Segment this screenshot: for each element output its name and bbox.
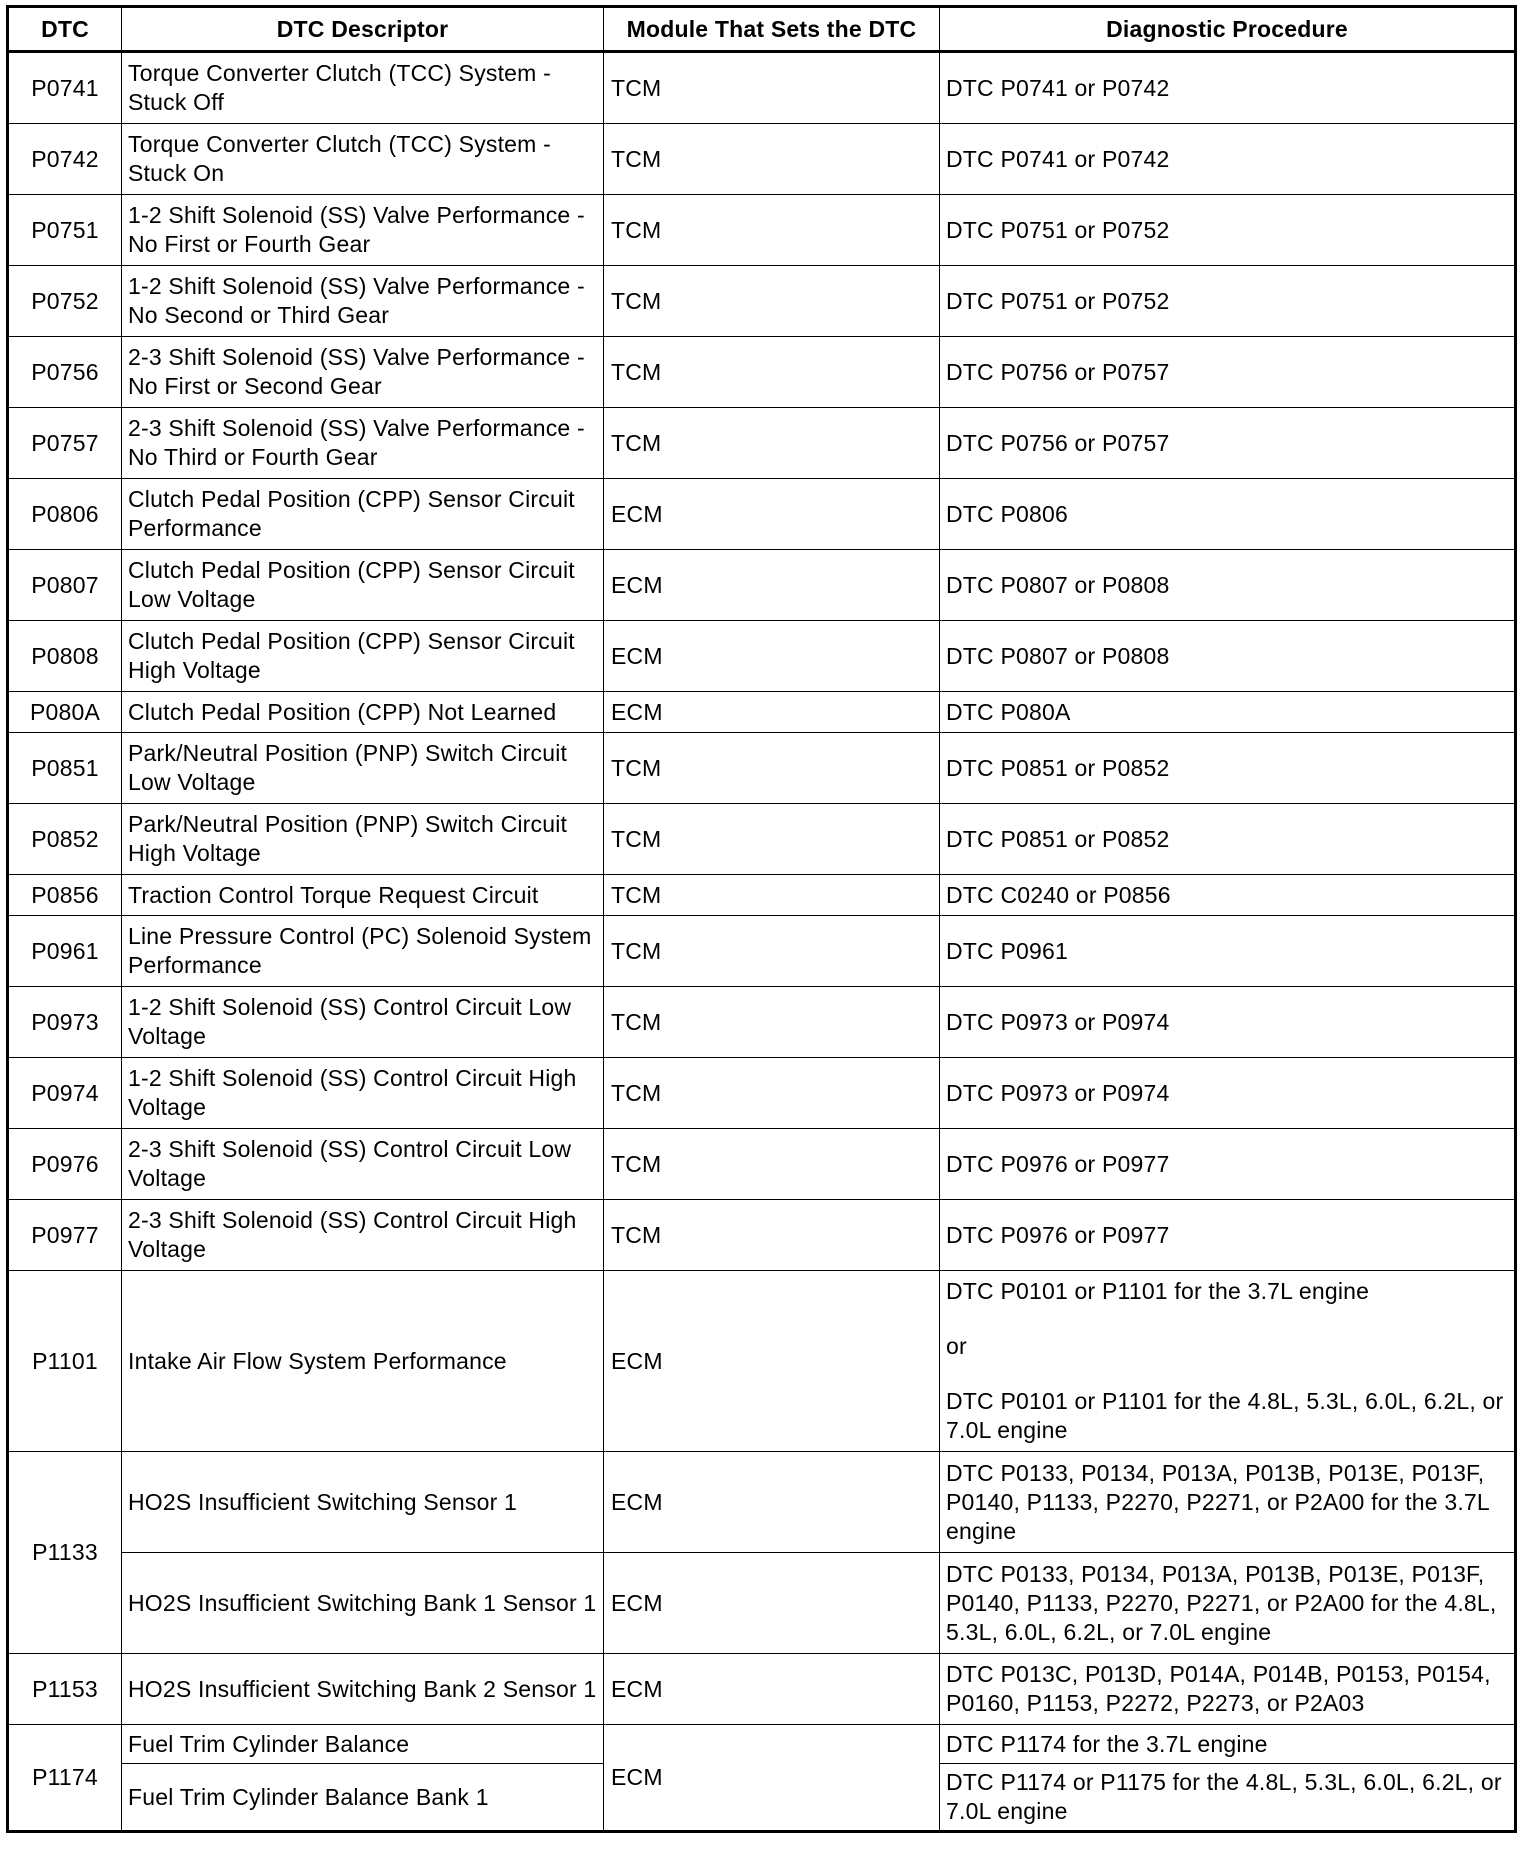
dtc-code: P0851 xyxy=(8,733,122,804)
table-row xyxy=(8,124,1516,195)
dtc-table xyxy=(6,5,1517,1833)
dtc-module: TCM xyxy=(604,266,940,337)
dtc-descriptor: 2-3 Shift Solenoid (SS) Control Circuit High Voltage xyxy=(122,1200,604,1271)
dtc-module: TCM xyxy=(604,875,940,916)
dtc-code: P0752 xyxy=(8,266,122,337)
dtc-code: P0757 xyxy=(8,408,122,479)
dtc-code: P0974 xyxy=(8,1058,122,1129)
dtc-code: P0852 xyxy=(8,804,122,875)
table-row xyxy=(8,804,1516,875)
table-row xyxy=(8,692,1516,733)
dtc-module: ECM xyxy=(604,1553,940,1654)
dtc-descriptor: Clutch Pedal Position (CPP) Sensor Circuit Performance xyxy=(122,479,604,550)
dtc-module: TCM xyxy=(604,804,940,875)
dtc-descriptor: 2-3 Shift Solenoid (SS) Valve Performance - No Third or Fourth Gear xyxy=(122,408,604,479)
dtc-descriptor: Clutch Pedal Position (CPP) Not Learned xyxy=(122,692,604,733)
dtc-procedure: DTC P0741 or P0742 xyxy=(940,124,1516,195)
table-row xyxy=(8,875,1516,916)
dtc-code: P0977 xyxy=(8,1200,122,1271)
dtc-descriptor: Clutch Pedal Position (CPP) Sensor Circuit Low Voltage xyxy=(122,550,604,621)
dtc-code: P0976 xyxy=(8,1129,122,1200)
dtc-procedure: DTC P0751 or P0752 xyxy=(940,266,1516,337)
dtc-procedure: DTC P0756 or P0757 xyxy=(940,408,1516,479)
dtc-descriptor: Intake Air Flow System Performance xyxy=(122,1271,604,1452)
dtc-procedure: DTC P1174 or P1175 for the 4.8L, 5.3L, 6.0L, 6.2L, or 7.0L engine xyxy=(940,1764,1516,1832)
dtc-module: TCM xyxy=(604,1058,940,1129)
dtc-procedure: DTC P0851 or P0852 xyxy=(940,804,1516,875)
table-row xyxy=(8,550,1516,621)
table-row xyxy=(8,479,1516,550)
dtc-module: ECM xyxy=(604,1654,940,1725)
procedure-line-2: DTC P0101 or P1101 for the 4.8L, 5.3L, 6.0L, 6.2L, or 7.0L engine xyxy=(946,1388,1504,1443)
header-module: Module That Sets the DTC xyxy=(604,7,940,52)
dtc-code: P1133 xyxy=(8,1452,122,1654)
dtc-procedure: DTC C0240 or P0856 xyxy=(940,875,1516,916)
dtc-code: P0807 xyxy=(8,550,122,621)
dtc-descriptor: Clutch Pedal Position (CPP) Sensor Circuit High Voltage xyxy=(122,621,604,692)
dtc-module: ECM xyxy=(604,692,940,733)
table-row-p1174-a xyxy=(8,1725,1516,1764)
header-procedure: Diagnostic Procedure xyxy=(940,7,1516,52)
dtc-descriptor: Traction Control Torque Request Circuit xyxy=(122,875,604,916)
dtc-code: P0756 xyxy=(8,337,122,408)
table-row-p1101 xyxy=(8,1271,1516,1452)
dtc-module: ECM xyxy=(604,621,940,692)
table-row xyxy=(8,337,1516,408)
dtc-procedure: DTC P080A xyxy=(940,692,1516,733)
table-row-p1153 xyxy=(8,1654,1516,1725)
dtc-descriptor: Park/Neutral Position (PNP) Switch Circuit High Voltage xyxy=(122,804,604,875)
dtc-descriptor: HO2S Insufficient Switching Bank 1 Sensor 1 xyxy=(122,1553,604,1654)
dtc-procedure: DTC P0976 or P0977 xyxy=(940,1129,1516,1200)
dtc-descriptor: HO2S Insufficient Switching Bank 2 Sensor 1 xyxy=(122,1654,604,1725)
dtc-descriptor: 1-2 Shift Solenoid (SS) Valve Performance - No First or Fourth Gear xyxy=(122,195,604,266)
dtc-descriptor: Line Pressure Control (PC) Solenoid System Performance xyxy=(122,916,604,987)
dtc-code: P0961 xyxy=(8,916,122,987)
dtc-module: TCM xyxy=(604,733,940,804)
table-row xyxy=(8,987,1516,1058)
dtc-code: P0806 xyxy=(8,479,122,550)
dtc-module: ECM xyxy=(604,1271,940,1452)
dtc-module: ECM xyxy=(604,1725,940,1832)
dtc-procedure: DTC P0741 or P0742 xyxy=(940,52,1516,124)
dtc-module: TCM xyxy=(604,1200,940,1271)
dtc-descriptor: 2-3 Shift Solenoid (SS) Control Circuit Low Voltage xyxy=(122,1129,604,1200)
dtc-descriptor: 1-2 Shift Solenoid (SS) Control Circuit High Voltage xyxy=(122,1058,604,1129)
table-row xyxy=(8,1200,1516,1271)
dtc-code: P0856 xyxy=(8,875,122,916)
dtc-procedure: DTC P0973 or P0974 xyxy=(940,987,1516,1058)
dtc-code: P0973 xyxy=(8,987,122,1058)
dtc-procedure: DTC P0807 or P0808 xyxy=(940,621,1516,692)
dtc-module: TCM xyxy=(604,1129,940,1200)
dtc-procedure xyxy=(940,1271,1516,1452)
document-page xyxy=(6,5,1514,1833)
dtc-descriptor: Fuel Trim Cylinder Balance xyxy=(122,1725,604,1764)
header-descriptor: DTC Descriptor xyxy=(122,7,604,52)
procedure-line-1: DTC P0101 or P1101 for the 3.7L engine xyxy=(946,1278,1370,1304)
dtc-procedure: DTC P0961 xyxy=(940,916,1516,987)
dtc-procedure: DTC P0807 or P0808 xyxy=(940,550,1516,621)
dtc-procedure: DTC P0751 or P0752 xyxy=(940,195,1516,266)
dtc-module: TCM xyxy=(604,916,940,987)
table-row xyxy=(8,52,1516,124)
dtc-code: P0808 xyxy=(8,621,122,692)
dtc-descriptor: 1-2 Shift Solenoid (SS) Valve Performance - No Second or Third Gear xyxy=(122,266,604,337)
dtc-module: ECM xyxy=(604,1452,940,1553)
dtc-procedure: DTC P013C, P013D, P014A, P014B, P0153, P0154, P0160, P1153, P2272, P2273, or P2A03 xyxy=(940,1654,1516,1725)
dtc-procedure: DTC P0806 xyxy=(940,479,1516,550)
table-row xyxy=(8,916,1516,987)
dtc-code: P1101 xyxy=(8,1271,122,1452)
dtc-descriptor: Torque Converter Clutch (TCC) System - Stuck Off xyxy=(122,52,604,124)
dtc-descriptor: Park/Neutral Position (PNP) Switch Circuit Low Voltage xyxy=(122,733,604,804)
dtc-procedure: DTC P0851 or P0852 xyxy=(940,733,1516,804)
table-row xyxy=(8,195,1516,266)
procedure-or: or xyxy=(946,1333,967,1359)
table-row xyxy=(8,733,1516,804)
dtc-code: P0751 xyxy=(8,195,122,266)
dtc-procedure: DTC P0976 or P0977 xyxy=(940,1200,1516,1271)
dtc-descriptor: HO2S Insufficient Switching Sensor 1 xyxy=(122,1452,604,1553)
dtc-procedure: DTC P0133, P0134, P013A, P013B, P013E, P013F, P0140, P1133, P2270, P2271, or P2A00 for the 3.7L engine xyxy=(940,1452,1516,1553)
dtc-procedure: DTC P1174 for the 3.7L engine xyxy=(940,1725,1516,1764)
dtc-module: TCM xyxy=(604,52,940,124)
table-row-p1133-a xyxy=(8,1452,1516,1553)
table-header-row xyxy=(8,7,1516,52)
dtc-descriptor: 2-3 Shift Solenoid (SS) Valve Performance - No First or Second Gear xyxy=(122,337,604,408)
dtc-procedure: DTC P0973 or P0974 xyxy=(940,1058,1516,1129)
table-row-p1133-b xyxy=(8,1553,1516,1654)
dtc-descriptor: Fuel Trim Cylinder Balance Bank 1 xyxy=(122,1764,604,1832)
dtc-module: TCM xyxy=(604,337,940,408)
table-row xyxy=(8,1058,1516,1129)
dtc-procedure: DTC P0133, P0134, P013A, P013B, P013E, P013F, P0140, P1133, P2270, P2271, or P2A00 for the 4.8L, 5.3L, 6.0L, 6.2L, or 7.0L engine xyxy=(940,1553,1516,1654)
dtc-procedure: DTC P0756 or P0757 xyxy=(940,337,1516,408)
dtc-module: TCM xyxy=(604,408,940,479)
dtc-module: ECM xyxy=(604,550,940,621)
dtc-module: TCM xyxy=(604,195,940,266)
table-row xyxy=(8,1129,1516,1200)
table-row xyxy=(8,621,1516,692)
dtc-code: P0741 xyxy=(8,52,122,124)
dtc-descriptor: Torque Converter Clutch (TCC) System - Stuck On xyxy=(122,124,604,195)
dtc-code: P0742 xyxy=(8,124,122,195)
dtc-module: ECM xyxy=(604,479,940,550)
dtc-code: P1174 xyxy=(8,1725,122,1832)
dtc-descriptor: 1-2 Shift Solenoid (SS) Control Circuit Low Voltage xyxy=(122,987,604,1058)
dtc-code: P080A xyxy=(8,692,122,733)
header-dtc: DTC xyxy=(8,7,122,52)
dtc-module: TCM xyxy=(604,987,940,1058)
table-row xyxy=(8,266,1516,337)
table-row xyxy=(8,408,1516,479)
dtc-code: P1153 xyxy=(8,1654,122,1725)
dtc-module: TCM xyxy=(604,124,940,195)
